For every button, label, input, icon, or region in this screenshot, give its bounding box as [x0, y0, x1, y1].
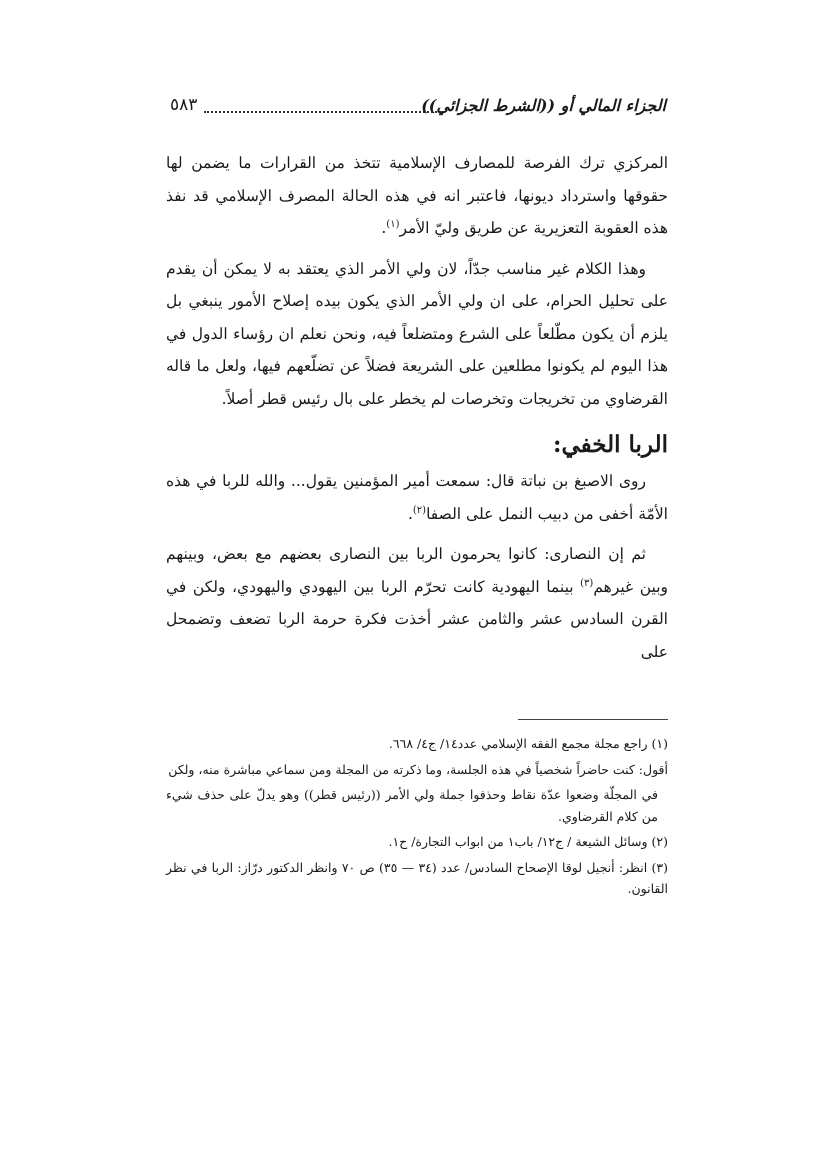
- paragraph-3-end: .: [407, 504, 413, 523]
- footnote-ref-2: (٢): [412, 504, 427, 516]
- paragraph-3: [166, 465, 668, 530]
- footnotes: [166, 733, 668, 904]
- paragraph-3-text: روى الاصبغ بن نباتة قال: سمعت أمير المؤمنين يقول... والله للربا في هذه الأمّة أخفى من دبيب النمل على الصفا: [166, 472, 668, 523]
- running-title: الجزاء المالي أو ((الشرط الجزائي)): [421, 96, 666, 115]
- paragraph-1: [166, 147, 668, 245]
- paragraph-1-text: المركزي ترك الفرصة للمصارف الإسلامية تتخذ من القرارات ما يضمن لها حقوقها واسترداد ديونها، فاعتبر انه في هذه الحالة المصرف الإسلامي قد نفذ هذه العقوبة التعزيرية عن طريق وليّ الأمر: [166, 154, 668, 237]
- section-heading: الربا الخفي:: [552, 431, 668, 458]
- footnote-1-note-b: في المجلّة وضعوا عدّة نقاط وحذفوا جملة ولي الأمر ((رئيس قطر)) وهو يدلّ على حذف شيء من كلام القرضاوي.: [166, 787, 658, 824]
- paragraph-4: [166, 538, 668, 668]
- footnote-ref-3: (٣): [580, 577, 594, 589]
- header-dotted-leader: [204, 111, 444, 113]
- paragraph-4-text-b: بينما اليهودية كانت تحرّم الربا بين اليهودي واليهودي، ولكن في القرن السادس عشر والثامن عشر أخذت فكرة حرمة الربا تضعف وتضمحل على: [166, 577, 668, 661]
- running-header: [170, 92, 666, 122]
- footnote-2: (٢) وسائل الشيعة / ج١٢/ باب١ من ابواب التجارة/ ح١.: [388, 834, 668, 849]
- footnote-3: (٣) انظر: أنجيل لوقا الإصحاح السادس/ عدد (٣٤ — ٣٥) ص ٧٠ وانظر الدكتور درّاز: الربا في نظر القانون.: [166, 859, 669, 896]
- footnote-separator: [518, 719, 668, 720]
- footnote-1-note-a: أقول: كنت حاضراً شخصياً في هذه الجلسة، وما ذكرته من المجلة ومن سماعي مباشرة منه، ولكن: [168, 761, 668, 777]
- main-text: [166, 147, 668, 676]
- footnote-ref-1: (١): [386, 218, 400, 230]
- page-number: ٥٨٣: [170, 95, 198, 115]
- paragraph-2: وهذا الكلام غير مناسب جدّاً، لان ولي الأمر الذي يعتقد به لا يمكن أن يقدم على تحليل الحرام، على ان ولي الأمر الذي يكون بيده إصلاح الأمور ينبغي بل يلزم أن يكون مطّلعاً على الشرع ومتضلعاً فيه، ونحن نعلم ان رؤساء الدول في هذا اليوم لم يكونوا مطلعين على الشريعة فضلاً عن تضلّعهم فيها، ولعل ما قاله القرضاوي من تخريجات وتخرصات لم يخطر على بال رئيس قطر أصلاً.: [166, 259, 668, 408]
- paragraph-4-text-a: ثم إن النصارى: كانوا يحرمون الربا بين النصارى بعضهم مع بعض، وبينهم وبين غيرهم: [166, 545, 669, 596]
- footnote-1: (١) راجع مجلة مجمع الفقه الإسلامي عدد١٤/ ج٤/ ٦٦٨.: [388, 736, 668, 751]
- paragraph-1-end: .: [381, 219, 387, 237]
